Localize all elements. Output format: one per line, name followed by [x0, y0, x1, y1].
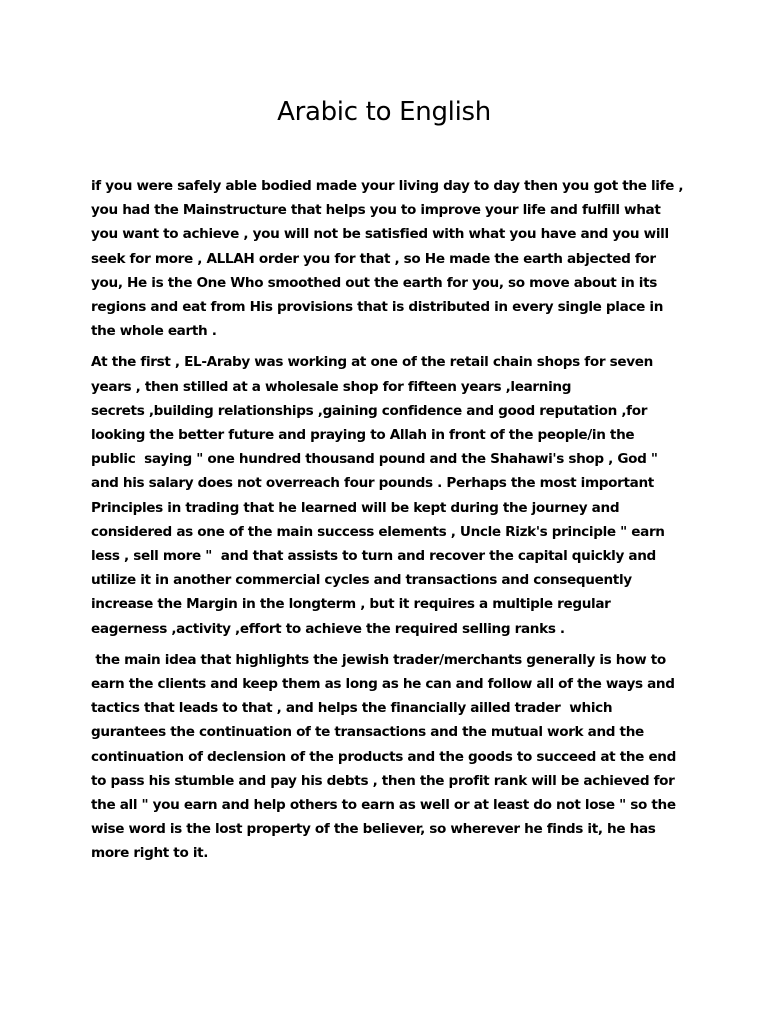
text-line: less , sell more " and that assists to turn and recover the capital quickly and: [91, 548, 656, 565]
text-line: public saying " one hundred thousand pound and the Shahawi's shop , God ": [91, 451, 658, 468]
paragraph-3: [91, 648, 691, 866]
text-line: Principles in trading that he learned will be kept during the journey and: [91, 499, 620, 516]
text-line: tactics that leads to that , and helps the financially ailled trader which: [91, 700, 613, 717]
text-line: increase the Margin in the longterm , but it requires a multiple regular: [91, 596, 611, 613]
text-line: and his salary does not overreach four pounds . Perhaps the most important: [91, 475, 654, 492]
text-line: the whole earth .: [91, 323, 217, 340]
text-line: gurantees the continuation of te transactions and the mutual work and the: [91, 724, 644, 741]
text-line: eagerness ,activity ,effort to achieve the required selling ranks .: [91, 620, 565, 637]
text-line: wise word is the lost property of the believer, so wherever he finds it, he has: [91, 821, 656, 838]
text-line: to pass his stumble and pay his debts , then the profit rank will be achieved for: [91, 772, 675, 789]
text-line: considered as one of the main success elements , Uncle Rizk's principle " earn: [91, 523, 665, 540]
text-line: At the first , EL-Araby was working at one of the retail chain shops for seven: [91, 354, 653, 371]
text-line: looking the better future and praying to Allah in front of the people/in the: [91, 427, 635, 444]
text-line: secrets ,building relationships ,gaining confidence and good reputation ,for: [91, 402, 648, 419]
text-line: the main idea that highlights the jewish trader/merchants generally is how to: [91, 651, 666, 668]
document-title: Arabic to English: [277, 97, 491, 127]
text-line: you had the Mainstructure that helps you to improve your life and fulfill what: [91, 202, 661, 219]
text-line: if you were safely able bodied made your living day to day then you got the life ,: [91, 178, 684, 194]
text-line: continuation of declension of the products and the goods to succeed at the end: [91, 748, 677, 765]
text-line: you, He is the One Who smoothed out the earth for you, so move about in its: [91, 274, 657, 291]
paragraph-2: [91, 350, 691, 640]
text-line: you want to achieve , you will not be satisfied with what you have and you will: [91, 226, 669, 243]
text-line: years , then stilled at a wholesale shop for fifteen years ,learning: [91, 378, 572, 395]
paragraph-1: [91, 174, 691, 343]
text-line: the all " you earn and help others to earn as well or at least do not lose " so the: [91, 797, 676, 814]
text-line: seek for more , ALLAH order you for that , so He made the earth abjected for: [91, 250, 656, 267]
text-line: regions and eat from His provisions that is distributed in every single place in: [91, 299, 664, 316]
text-line: utilize it in another commercial cycles and transactions and consequently: [91, 572, 632, 589]
text-line: earn the clients and keep them as long as he can and follow all of the ways and: [91, 676, 675, 693]
document-body: [91, 174, 691, 873]
text-line: more right to it.: [91, 845, 209, 862]
